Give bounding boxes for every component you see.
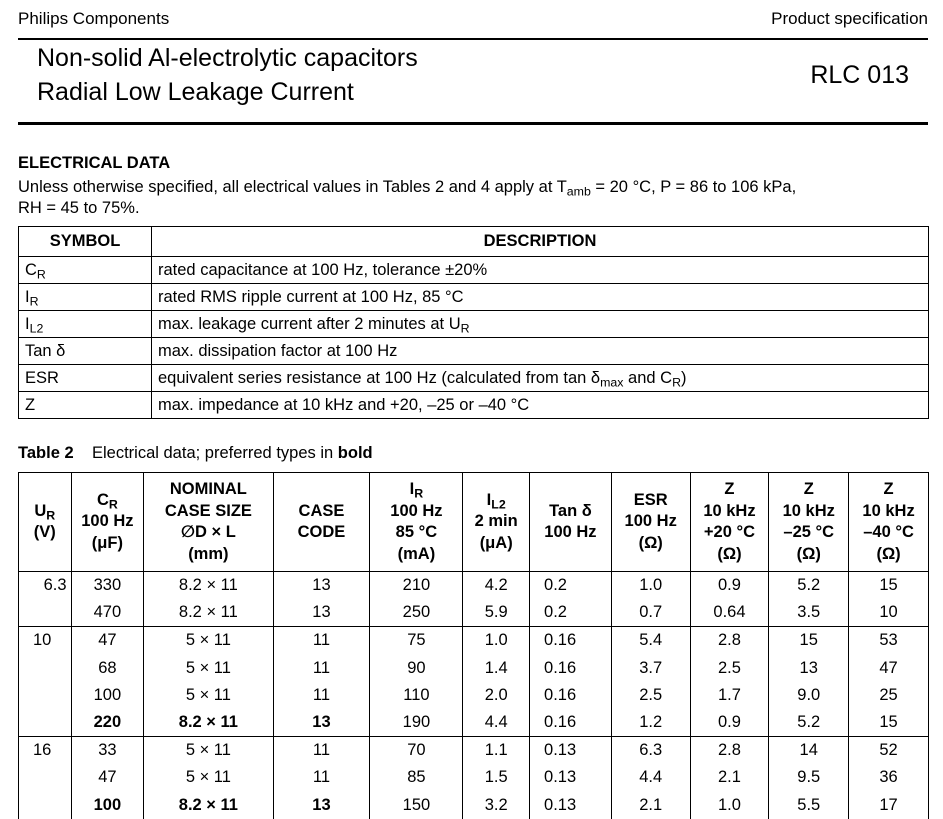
ur-cell: [19, 709, 72, 737]
case-code-cell: 11: [273, 682, 370, 709]
title-rule: [18, 122, 928, 125]
z40-cell: 25: [849, 682, 929, 709]
ur-cell: 6.3: [19, 572, 72, 600]
case-code-cell: 13: [273, 572, 370, 600]
ur-cell: [19, 792, 72, 819]
case-size-cell: 8.2 × 11: [144, 572, 273, 600]
case-size-cell: 8.2 × 11: [144, 792, 273, 819]
title-line-2: Radial Low Leakage Current: [37, 78, 354, 106]
z25-cell: 15: [769, 627, 849, 655]
table-row: [19, 627, 929, 655]
z40-cell: 10: [849, 599, 929, 627]
table-row: [19, 572, 929, 600]
case-size-cell: 5 × 11: [144, 764, 273, 791]
esr-cell: 2.5: [611, 682, 690, 709]
symbol-cell: Z: [19, 392, 152, 419]
cr-cell: 33: [71, 737, 144, 765]
table-label: Table 2: [18, 444, 74, 462]
case-code-cell: 11: [273, 627, 370, 655]
case-code-cell: 13: [273, 709, 370, 737]
z25-cell: 3.5: [769, 599, 849, 627]
data-table-header: [19, 473, 929, 572]
z25-cell: 14: [769, 737, 849, 765]
table-caption-text: Electrical data; preferred types in: [91, 444, 338, 462]
case-size-header: NOMINAL CASE SIZE ∅D × L (mm): [144, 473, 273, 572]
z40-cell: 17: [849, 792, 929, 819]
ur-cell: [19, 682, 72, 709]
z25-cell: 13: [769, 655, 849, 682]
il2-cell: 3.2: [463, 792, 530, 819]
case-code-cell: 11: [273, 655, 370, 682]
z25-cell: 5.5: [769, 792, 849, 819]
z20-cell: 0.9: [690, 572, 769, 600]
symbol-header: SYMBOL: [19, 227, 152, 257]
symbol-cell: $I_{L2}$: [19, 311, 152, 338]
tan-cell: 0.2: [530, 599, 612, 627]
description-cell: max. leakage current after 2 minutes at $U_R$: [152, 311, 929, 338]
z25-cell: 9.5: [769, 764, 849, 791]
tan-cell: 0.16: [530, 709, 612, 737]
case-size-cell: 8.2 × 11: [144, 599, 273, 627]
symbol-table: [18, 226, 929, 419]
z25-cell: 5.2: [769, 572, 849, 600]
table-row: [19, 599, 929, 627]
document-number: RLC 013: [810, 61, 909, 89]
section-heading: ELECTRICAL DATA: [18, 154, 171, 172]
z40-cell: 15: [849, 709, 929, 737]
esr-cell: 2.1: [611, 792, 690, 819]
intro-text-1: Unless otherwise specified, all electrical values in Tables 2 and 4 apply at T: [18, 178, 567, 196]
company-name: Philips Components: [18, 9, 170, 28]
z40-cell: 52: [849, 737, 929, 765]
table-row: [19, 764, 929, 791]
z20-cell: 1.7: [690, 682, 769, 709]
table-caption: [18, 444, 373, 463]
table-row: [19, 392, 929, 419]
cr-cell: 47: [71, 627, 144, 655]
intro-subscript: amb: [566, 184, 591, 199]
z20-cell: 0.9: [690, 709, 769, 737]
esr-header: ESR 100 Hz (Ω): [611, 473, 690, 572]
table-row: [19, 257, 929, 284]
table-row: [19, 365, 929, 392]
z20-cell: 2.8: [690, 627, 769, 655]
case-code-header: CASE CODE: [273, 473, 370, 572]
table-caption-bold: bold: [337, 444, 373, 462]
case-code-cell: 11: [273, 764, 370, 791]
il2-cell: 1.0: [463, 627, 530, 655]
il2-cell: 4.4: [463, 709, 530, 737]
symbol-cell: $C_R$: [19, 257, 152, 284]
tan-cell: 0.16: [530, 682, 612, 709]
ur-cell: [19, 764, 72, 791]
case-size-cell: 8.2 × 11: [144, 709, 273, 737]
case-code-cell: 13: [273, 599, 370, 627]
intro-text-3: RH = 45 to 75%.: [18, 199, 140, 217]
ur-header: $U_R$ (V): [19, 473, 72, 572]
il2-cell: 2.0: [463, 682, 530, 709]
z-minus40-header: Z 10 kHz –40 °C (Ω): [849, 473, 929, 572]
cr-cell: 220: [71, 709, 144, 737]
symbol-cell: $I_R$: [19, 284, 152, 311]
case-size-cell: 5 × 11: [144, 682, 273, 709]
il2-cell: 1.5: [463, 764, 530, 791]
tan-cell: 0.13: [530, 764, 612, 791]
esr-cell: 4.4: [611, 764, 690, 791]
ir-cell: 75: [370, 627, 463, 655]
z20-cell: 2.1: [690, 764, 769, 791]
description-header: DESCRIPTION: [152, 227, 929, 257]
z20-cell: 1.0: [690, 792, 769, 819]
ur-cell: 16: [19, 737, 72, 765]
z40-cell: 47: [849, 655, 929, 682]
description-cell: max. impedance at 10 kHz and +20, –25 or –40 °C: [152, 392, 929, 419]
data-table-body: [19, 572, 929, 819]
z20-cell: 2.8: [690, 737, 769, 765]
ir-cell: 90: [370, 655, 463, 682]
table-row: [19, 338, 929, 365]
z20-cell: 0.64: [690, 599, 769, 627]
ir-cell: 85: [370, 764, 463, 791]
tan-cell: 0.13: [530, 792, 612, 819]
description-cell: equivalent series resistance at 100 Hz (calculated from $\tan \delta_{max}$ and $C_R$): [152, 365, 929, 392]
cr-cell: 330: [71, 572, 144, 600]
il2-cell: 5.9: [463, 599, 530, 627]
il2-cell: 1.4: [463, 655, 530, 682]
description-cell: max. dissipation factor at 100 Hz: [152, 338, 929, 365]
case-size-cell: 5 × 11: [144, 655, 273, 682]
ir-cell: 250: [370, 599, 463, 627]
z25-cell: 5.2: [769, 709, 849, 737]
case-size-cell: 5 × 11: [144, 627, 273, 655]
case-size-cell: 5 × 11: [144, 737, 273, 765]
tan-cell: 0.16: [530, 627, 612, 655]
cr-header: $C_R$ 100 Hz (μF): [71, 473, 144, 572]
title-line-1: Non-solid Al-electrolytic capacitors: [37, 44, 418, 72]
table-row: [19, 311, 929, 338]
z40-cell: 53: [849, 627, 929, 655]
cr-cell: 100: [71, 792, 144, 819]
top-rule: [18, 38, 928, 40]
symbol-table-header: [19, 227, 929, 257]
tan-cell: 0.13: [530, 737, 612, 765]
esr-cell: 6.3: [611, 737, 690, 765]
ir-cell: 210: [370, 572, 463, 600]
z40-cell: 36: [849, 764, 929, 791]
ir-cell: 150: [370, 792, 463, 819]
z25-cell: 9.0: [769, 682, 849, 709]
tan-delta-header: Tan δ 100 Hz: [530, 473, 612, 572]
case-code-cell: 11: [273, 737, 370, 765]
cr-cell: 470: [71, 599, 144, 627]
intro-text-2: = 20 °C, P = 86 to 106 kPa,: [590, 178, 797, 196]
intro-paragraph: [18, 177, 898, 219]
ir-cell: 70: [370, 737, 463, 765]
table-row: [19, 737, 929, 765]
document-type: Product specification: [771, 9, 928, 28]
esr-cell: 1.0: [611, 572, 690, 600]
table-row-preferred: [19, 792, 929, 819]
ur-cell: [19, 655, 72, 682]
z20-cell: 2.5: [690, 655, 769, 682]
ir-cell: 110: [370, 682, 463, 709]
ur-cell: [19, 599, 72, 627]
esr-cell: 3.7: [611, 655, 690, 682]
table-row: [19, 655, 929, 682]
table-row: [19, 682, 929, 709]
z-plus20-header: Z 10 kHz +20 °C (Ω): [690, 473, 769, 572]
il2-cell: 1.1: [463, 737, 530, 765]
z40-cell: 15: [849, 572, 929, 600]
electrical-data-table: [18, 472, 929, 819]
tan-cell: 0.2: [530, 572, 612, 600]
cr-cell: 68: [71, 655, 144, 682]
table-row: [19, 284, 929, 311]
table-row-preferred: [19, 709, 929, 737]
ir-cell: 190: [370, 709, 463, 737]
esr-cell: 1.2: [611, 709, 690, 737]
symbol-cell: Tan δ: [19, 338, 152, 365]
symbol-cell: ESR: [19, 365, 152, 392]
il2-cell: 4.2: [463, 572, 530, 600]
ir-header: $I_R$ 100 Hz 85 °C (mA): [370, 473, 463, 572]
cr-cell: 100: [71, 682, 144, 709]
cr-cell: 47: [71, 764, 144, 791]
case-code-cell: 13: [273, 792, 370, 819]
il2-header: $I_{L2}$ 2 min (μA): [463, 473, 530, 572]
esr-cell: 5.4: [611, 627, 690, 655]
description-cell: rated capacitance at 100 Hz, tolerance ±20%: [152, 257, 929, 284]
esr-cell: 0.7: [611, 599, 690, 627]
ur-cell: 10: [19, 627, 72, 655]
description-cell: rated RMS ripple current at 100 Hz, 85 °C: [152, 284, 929, 311]
tan-cell: 0.16: [530, 655, 612, 682]
z-minus25-header: Z 10 kHz –25 °C (Ω): [769, 473, 849, 572]
